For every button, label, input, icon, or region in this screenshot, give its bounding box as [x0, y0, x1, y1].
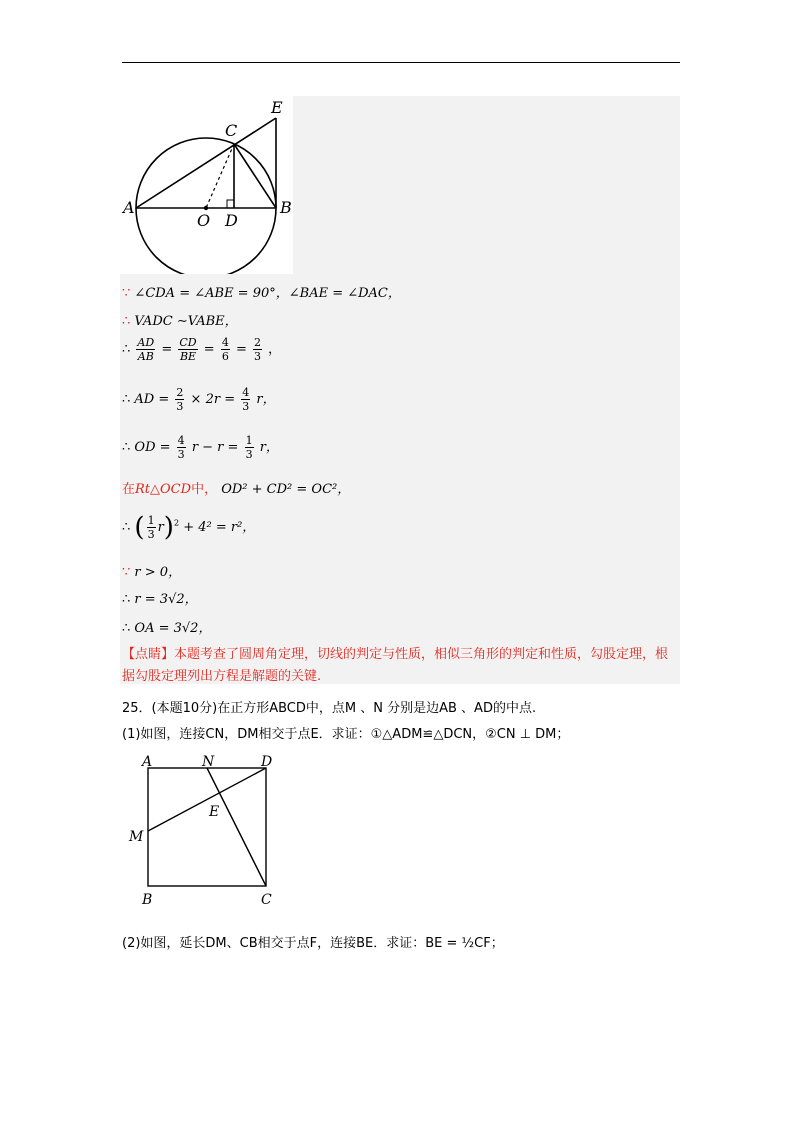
label-c: C — [261, 892, 272, 908]
label-d: D — [261, 754, 273, 770]
solution-expr: r， — [259, 440, 279, 455]
label-n: N — [202, 754, 215, 770]
because-symbol: ∵ — [122, 565, 131, 580]
question-line-3: (2)如图，延长DM、CB相交于点F，连接BE．求证：BE = ½CF； — [122, 936, 504, 951]
segment-dm — [148, 768, 266, 831]
solution-expr: OA = 3√2， — [134, 621, 212, 636]
fraction: $\frac{2}{3}$ — [254, 336, 261, 363]
label-m: M — [129, 829, 144, 845]
because-symbol: ∵ — [122, 286, 131, 301]
segment-cn — [207, 768, 266, 886]
solution-line-9 — [122, 592, 198, 608]
fraction: $\frac{4}{6}$ — [221, 336, 229, 363]
solution-expr: × 2r = — [190, 392, 236, 407]
solution-expr: OD² + CD² = OC²， — [221, 482, 351, 497]
square — [148, 768, 266, 886]
square-diagram — [122, 752, 282, 912]
label-b: B — [142, 892, 153, 908]
center-point — [204, 206, 208, 210]
label-e: E — [209, 804, 220, 820]
solution-line-8 — [122, 565, 181, 581]
label-a: A — [142, 754, 153, 770]
fraction: $\frac{4}{3}$ — [242, 386, 250, 413]
fraction: $\frac{1}{3}$ — [245, 434, 253, 461]
fraction: $\frac{2}{3}$ — [176, 386, 184, 413]
label-c: C — [225, 121, 238, 140]
fraction: $\frac{1}{3}$ — [147, 514, 155, 541]
solution-expr: r = 3√2， — [134, 592, 198, 607]
therefore-symbol: ∴ — [122, 621, 131, 636]
solution-line-2 — [122, 314, 238, 330]
circle-figure — [120, 96, 293, 274]
solution-expr: ∠CDA = ∠ABE = 90°，∠BAE = ∠DAC， — [134, 286, 401, 301]
solution-line-4 — [122, 386, 276, 413]
solution-expr: r > 0， — [134, 565, 182, 580]
label-b: B — [280, 198, 292, 217]
square-figure — [122, 752, 282, 912]
equals: = — [161, 342, 173, 357]
segment-ae — [136, 118, 276, 208]
solution-line-10 — [122, 621, 211, 637]
fraction: $\frac{CD}{BE}$ — [179, 336, 197, 363]
therefore-symbol: ∴ — [122, 392, 131, 407]
label-o: O — [197, 211, 211, 230]
label-a: A — [123, 198, 135, 217]
comma: ， — [268, 342, 282, 357]
therefore-symbol: ∴ — [122, 440, 131, 455]
solution-expr: r − r = — [191, 440, 239, 455]
right-paren: ) — [163, 512, 174, 543]
triangle-name: Rt△OCD — [135, 482, 192, 497]
solution-expr: AD = — [134, 392, 170, 407]
fraction: $\frac{AD}{AB}$ — [137, 336, 155, 363]
question-line-2: (1)如图，连接CN，DM相交于点E．求证：①△ADM≌△DCN，②CN ⊥ DM； — [122, 727, 570, 742]
solution-expr: r， — [256, 392, 276, 407]
solution-line-1 — [122, 286, 401, 302]
fraction: $\frac{4}{3}$ — [177, 434, 185, 461]
variable-r: r — [157, 520, 164, 535]
right-angle-mark — [227, 200, 234, 208]
exponent: 2 — [173, 518, 180, 528]
question-line-1: 25．(本题10分)在正方形ABCD中，点M 、N 分别是边AB 、AD的中点. — [122, 701, 537, 716]
equals: = — [235, 342, 247, 357]
equals: = — [203, 342, 215, 357]
text-in: 在 — [122, 482, 136, 497]
header-rule — [122, 62, 680, 63]
solution-expr: VADC ∼VABE， — [134, 314, 238, 329]
therefore-symbol: ∴ — [122, 520, 131, 535]
solution-expr: + 4² = r²， — [183, 520, 256, 535]
solution-line-5 — [122, 434, 279, 461]
therefore-symbol: ∴ — [122, 314, 131, 329]
text-middle: 中， — [191, 482, 218, 497]
solution-line-3 — [122, 336, 281, 363]
solution-expr: OD = — [134, 440, 171, 455]
therefore-symbol: ∴ — [122, 342, 131, 357]
segment-cb — [234, 144, 276, 208]
solution-line-7 — [122, 514, 255, 541]
circle-diagram — [120, 96, 293, 274]
comment-block: 【点睛】本题考查了圆周角定理，切线的判定与性质，相似三角形的判定和性质，勾股定理，根据勾股定理列出方程是解题的关键. — [122, 647, 669, 684]
label-e: E — [271, 98, 283, 117]
left-paren: ( — [134, 512, 145, 543]
label-d: D — [225, 211, 238, 230]
therefore-symbol: ∴ — [122, 592, 131, 607]
solution-line-6 — [122, 482, 350, 498]
